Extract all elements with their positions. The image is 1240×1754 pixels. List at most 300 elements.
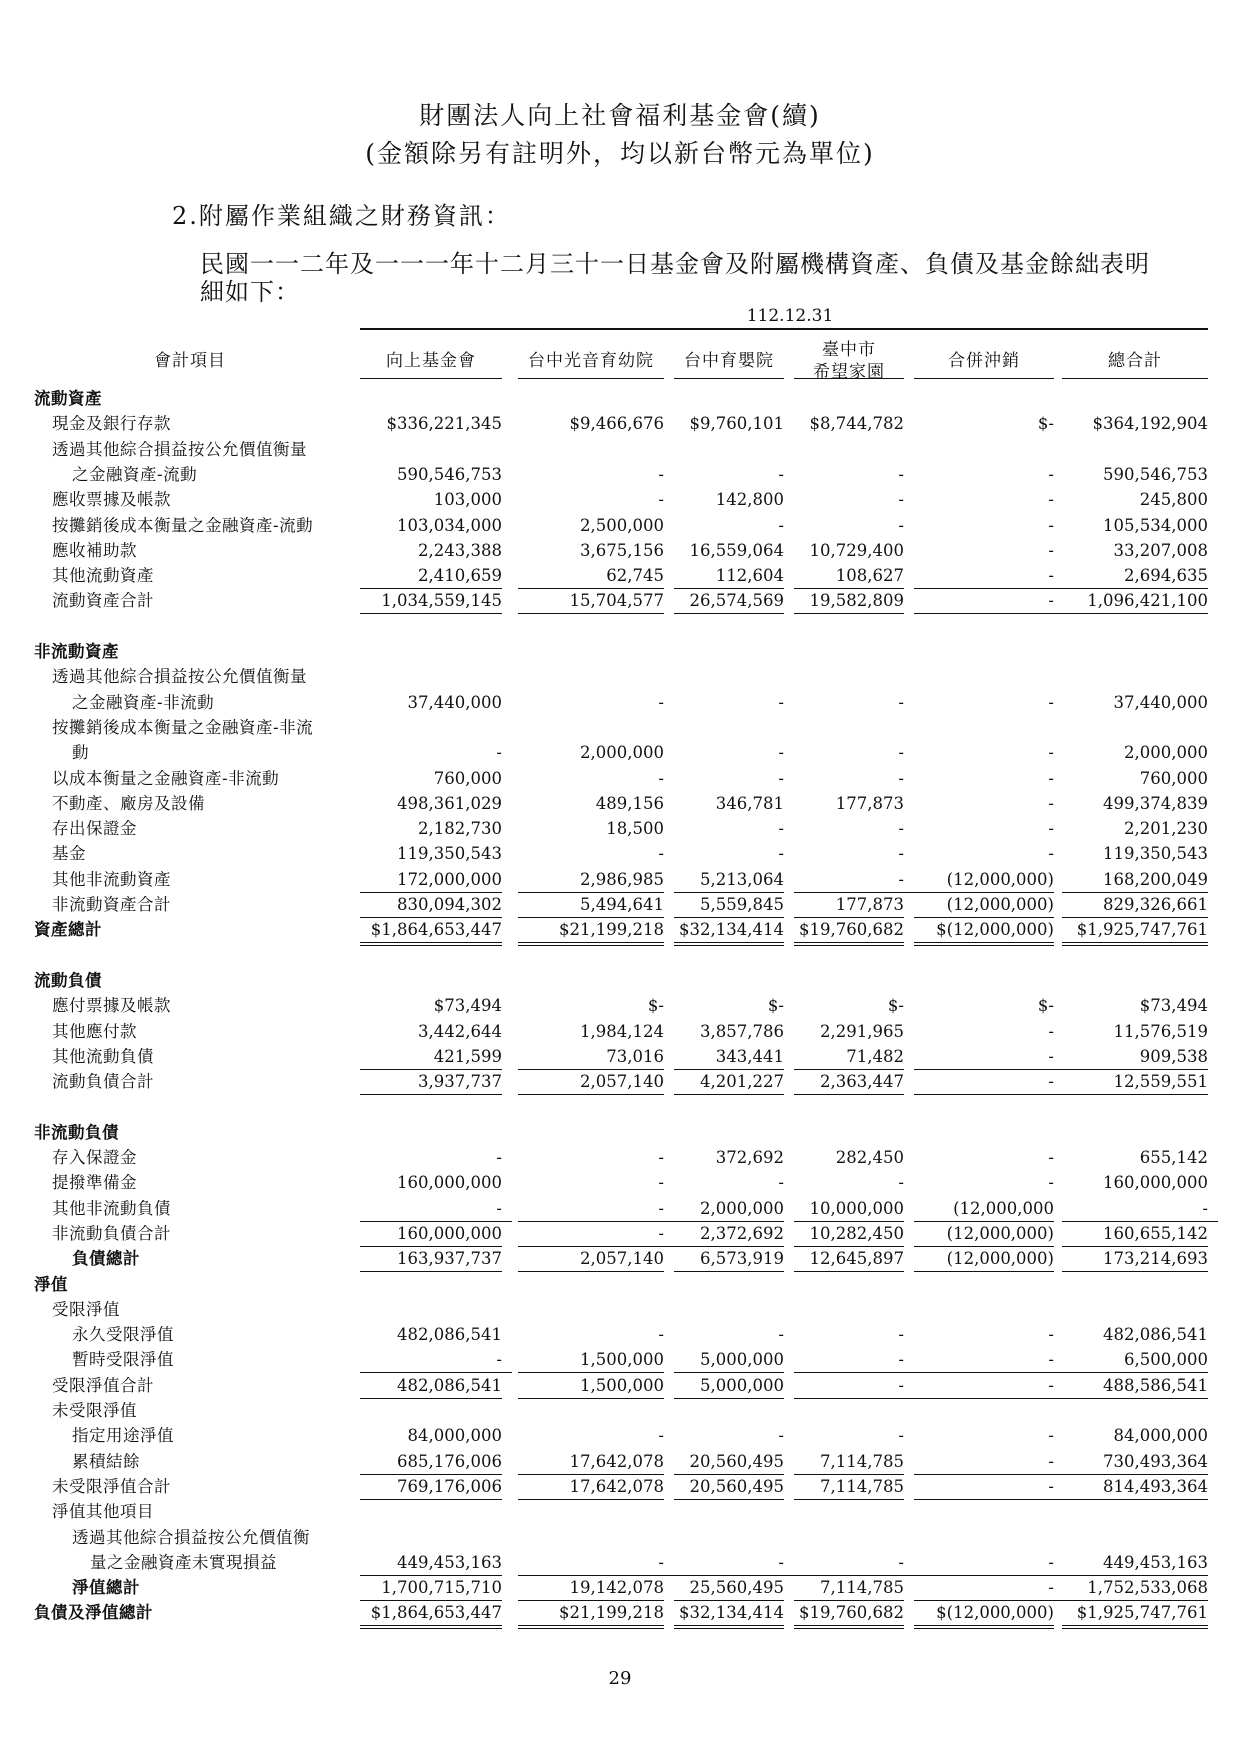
row-label: 受限淨值合計 [52,1375,154,1395]
row-label: 透過其他綜合損益按公允價值衡量 [52,667,307,687]
row-value: - [658,844,664,864]
row-value [1062,1120,1208,1145]
row-value: $- [647,996,664,1016]
row-value: - [518,1196,674,1222]
row-value: - [1048,1021,1054,1041]
row-value [914,386,1054,411]
row-value [914,1272,1054,1297]
row-value [1062,968,1208,993]
row-value: $32,134,414 [674,1600,784,1629]
row-value: $- [767,996,784,1016]
row-value: 7,114,785 [794,1474,904,1500]
row-label: 指定用途淨值 [72,1426,174,1446]
row-value [518,1297,664,1322]
table-row [0,1423,1240,1448]
row-value [794,437,904,462]
row-value: - [794,1347,914,1373]
row-value: 160,000,000 [360,1221,502,1247]
row-value [674,1499,784,1524]
table-row [0,487,1240,512]
row-value [360,386,502,411]
table-description: 民國一一二年及一一一年十二月三十一日基金會及附屬機構資產、負債及基金餘絀表明細如下： [200,250,1150,306]
row-value [518,943,664,968]
row-value: 655,142 [1139,1148,1208,1167]
row-value [674,664,784,689]
row-value: 372,692 [715,1148,784,1167]
row-value: 84,000,000 [1113,1426,1208,1446]
row-value: $21,199,218 [518,1600,664,1629]
row-label: 存入保證金 [52,1148,137,1167]
row-value: 177,873 [794,892,904,918]
row-value: 160,000,000 [1103,1173,1208,1193]
row-value: - [778,1173,784,1193]
row-value: - [658,1426,664,1446]
row-value: 73,016 [518,1044,664,1070]
row-label: 應收補助款 [52,540,137,560]
row-value: 3,857,786 [700,1021,784,1041]
row-label: 暫時受限淨值 [72,1350,174,1370]
row-value: 5,213,064 [674,867,784,893]
row-value: 2,057,140 [518,1069,664,1095]
row-value: 2,500,000 [580,515,664,535]
row-value: 7,114,785 [794,1575,904,1601]
row-value: 103,000 [433,490,502,510]
row-value: 829,326,661 [1062,892,1208,918]
row-value: 5,559,845 [674,892,784,918]
row-label: 提撥準備金 [52,1173,137,1193]
row-value [1062,664,1208,689]
row-value: $9,466,676 [569,414,664,434]
row-value: - [914,1449,1064,1475]
row-label: 非流動負債 [34,1122,119,1142]
row-value: (12,000,000 [914,1196,1054,1222]
row-value: 16,559,064 [689,540,784,560]
row-label: 現金及銀行存款 [52,414,171,434]
row-label: 資產總計 [34,920,102,940]
row-value: - [360,1196,512,1222]
table-row [0,1449,1240,1474]
row-value: - [898,1426,904,1446]
row-label: 負債總計 [72,1249,140,1269]
row-value [360,639,502,664]
row-value: 17,642,078 [518,1449,664,1475]
row-value: $9,760,101 [689,414,784,434]
row-value: - [778,692,784,712]
row-value [674,715,784,740]
table-row [0,664,1240,689]
row-label: 受限淨值 [52,1299,120,1319]
col-header-guangyin: 台中光音育幼院 [528,351,654,371]
row-value [794,386,904,411]
row-value: - [914,563,1064,589]
table-row [0,1347,1240,1372]
row-value: 12,559,551 [1062,1069,1208,1095]
row-value: 103,034,000 [397,515,502,535]
row-value: 449,453,163 [360,1550,502,1576]
row-value [674,1297,784,1322]
row-value: 421,599 [360,1044,502,1070]
row-value: - [658,692,664,712]
row-value: 282,450 [835,1148,904,1167]
row-value [794,1525,904,1550]
row-value: 11,576,519 [1113,1021,1208,1041]
row-value: - [914,1373,1064,1399]
row-value: - [898,844,904,864]
row-value [360,1499,502,1524]
row-value [1062,943,1208,968]
row-value: 830,094,302 [360,892,502,918]
row-label: 流動負債合計 [52,1072,154,1092]
row-value: 482,086,541 [1103,1325,1208,1345]
row-value [794,1499,904,1524]
table-row [0,943,1240,968]
row-value: $32,134,414 [674,917,784,946]
row-label: 其他流動資產 [52,566,154,586]
row-label: 非流動資產合計 [52,895,171,914]
row-value [1062,1525,1208,1550]
row-value: - [1048,692,1054,712]
row-value: 112,604 [674,563,784,589]
row-value: - [914,588,1064,614]
row-value: - [898,768,904,788]
row-value: 160,655,142 [1062,1221,1208,1247]
row-value: $1,864,653,447 [360,917,502,946]
row-value [674,437,784,462]
row-value: 2,182,730 [418,819,502,839]
row-value: - [898,464,904,484]
row-value: - [496,1148,502,1167]
row-value [914,614,1054,639]
row-label: 之金融資產-非流動 [72,692,215,712]
row-value: 343,441 [674,1044,784,1070]
row-value [794,715,904,740]
row-value: - [898,692,904,712]
row-value: - [914,1474,1064,1500]
row-value: - [778,844,784,864]
row-value: 760,000 [433,768,502,788]
row-label: 不動產、廠房及設備 [52,793,205,813]
row-value [518,1525,664,1550]
col-header-hope-home-line2: 希望家園 [813,362,885,382]
row-value: - [674,1550,794,1576]
row-value: 10,000,000 [794,1196,904,1222]
row-value: 20,560,495 [674,1449,784,1475]
date-rule [360,328,1208,330]
row-value: - [778,464,784,484]
row-value [1062,639,1208,664]
row-value: 2,986,985 [518,867,664,893]
row-value: - [1048,819,1054,839]
row-value: 160,000,000 [397,1173,502,1193]
row-label: 以成本衡量之金融資產-非流動 [52,768,280,788]
table-row [0,1600,1240,1625]
table-row [0,816,1240,841]
row-label: 淨值其他項目 [52,1502,154,1522]
row-value: 1,034,559,145 [360,588,502,614]
row-value: 84,000,000 [407,1426,502,1446]
row-label: 量之金融資產未實現損益 [90,1552,277,1572]
row-value: 18,500 [606,819,664,839]
row-value: 5,000,000 [674,1373,784,1399]
row-value [1062,1094,1208,1119]
document-subtitle: (金額除另有註明外，均以新台幣元為單位) [365,139,875,168]
row-value: - [1048,515,1054,535]
table-row [0,1575,1240,1600]
row-value: 119,350,543 [1103,844,1208,864]
table-row [0,1373,1240,1398]
row-label: 非流動負債合計 [52,1223,171,1243]
row-value: - [794,867,914,893]
row-value: - [898,515,904,535]
row-value: 1,752,533,068 [1062,1575,1208,1601]
row-value: 10,282,450 [794,1221,904,1247]
row-value: 590,546,753 [1103,464,1208,484]
row-label: 其他應付款 [52,1021,137,1041]
table-row [0,1221,1240,1246]
row-value: $73,494 [1139,996,1208,1016]
row-value [794,943,904,968]
row-value: - [1048,793,1054,813]
row-value: 20,560,495 [674,1474,784,1500]
row-value [794,664,904,689]
row-value: $8,744,782 [809,414,904,434]
table-row [0,386,1240,411]
row-value: 760,000 [1139,768,1208,788]
table-row [0,639,1240,664]
row-value: 105,534,000 [1103,515,1208,535]
row-value: 4,201,227 [674,1069,784,1095]
row-label: 按攤銷後成本衡量之金融資產-流動 [52,515,314,535]
col-header-hope-home-line1: 臺中市 [822,340,876,360]
row-value: - [658,1148,664,1167]
row-value [518,664,664,689]
row-value: 2,000,000 [674,1196,784,1222]
row-value [360,1525,502,1550]
row-value: 2,057,140 [518,1246,664,1272]
table-row [0,1069,1240,1094]
row-label: 透過其他綜合損益按公允價值衡量 [52,439,307,459]
row-value: 769,176,006 [360,1474,502,1500]
row-value: - [914,1069,1064,1095]
row-label: 流動資產 [34,389,102,408]
row-value [1062,1297,1208,1322]
row-value [360,968,502,993]
table-row [0,462,1240,487]
row-value [674,1398,784,1423]
row-value [674,386,784,411]
table-row [0,892,1240,917]
row-value: 730,493,364 [1062,1449,1208,1475]
row-value: 2,363,447 [794,1069,904,1095]
row-value [794,1120,904,1145]
row-value [360,1297,502,1322]
row-value: 482,086,541 [397,1325,502,1345]
row-value: $1,925,747,761 [1062,917,1208,946]
row-value: $21,199,218 [518,917,664,946]
row-value: 2,410,659 [360,563,502,589]
row-value: 2,243,388 [418,540,502,560]
row-value: - [778,819,784,839]
row-value: - [658,1173,664,1193]
row-label: 存出保證金 [52,819,137,839]
row-value [674,614,784,639]
row-value [914,943,1054,968]
table-row [0,1120,1240,1145]
row-label: 其他非流動資產 [52,869,171,889]
row-value [518,639,664,664]
row-value: - [658,768,664,788]
row-value [1062,437,1208,462]
row-value [360,1120,502,1145]
row-value: - [778,1325,784,1345]
row-value: 449,453,163 [1062,1550,1208,1576]
row-value [674,1094,784,1119]
row-value [1062,1272,1208,1297]
table-row [0,1145,1240,1170]
row-value [360,1398,502,1423]
row-value: - [778,768,784,788]
row-value: 3,675,156 [580,540,664,560]
row-label: 流動負債 [34,970,102,990]
row-value: - [518,1221,674,1247]
row-value: 5,494,641 [518,892,664,918]
col-header-yuying: 台中育嬰院 [684,351,774,371]
row-value: - [360,1347,512,1373]
row-value: (12,000,000) [914,1246,1054,1272]
row-value [674,943,784,968]
row-value: $1,864,653,447 [360,1600,502,1629]
row-value: - [914,1550,1064,1576]
row-value: 10,729,400 [809,540,904,560]
row-value: - [778,515,784,535]
row-label: 流動資產合計 [52,591,154,611]
row-label: 之金融資產-流動 [72,464,198,484]
row-value: 26,574,569 [674,588,784,614]
document-title: 財團法人向上社會福利基金會(續) [419,101,821,130]
row-value: 168,200,049 [1062,867,1208,893]
table-row [0,513,1240,538]
table-row [0,1272,1240,1297]
row-value [674,1272,784,1297]
row-value: 499,374,839 [1103,793,1208,813]
row-value: - [898,1325,904,1345]
row-value [674,1120,784,1145]
row-value [914,1398,1054,1423]
row-value: 3,937,737 [360,1069,502,1095]
row-value [518,1272,664,1297]
row-value: - [1048,1173,1054,1193]
table-row [0,1019,1240,1044]
row-value: - [518,1550,674,1576]
row-value: $(12,000,000) [914,917,1054,946]
row-value: - [658,490,664,510]
row-label: 淨值總計 [72,1578,140,1598]
table-row [0,867,1240,892]
row-value: 71,482 [794,1044,904,1070]
col-header-total: 總合計 [1108,351,1162,371]
row-value: - [914,1347,1064,1373]
row-label: 未受限淨值合計 [52,1476,171,1496]
row-value: - [794,1373,914,1399]
table-row [0,411,1240,436]
table-row [0,1474,1240,1499]
row-value: - [658,464,664,484]
row-value: 1,984,124 [580,1021,664,1041]
row-value: 909,538 [1062,1044,1208,1070]
table-row [0,791,1240,816]
row-value: 2,372,692 [674,1221,784,1247]
row-value: 172,000,000 [360,867,502,893]
row-value: $(12,000,000) [914,1600,1054,1629]
row-value: 2,291,965 [820,1021,904,1041]
row-value [360,715,502,740]
row-value: $336,221,345 [386,414,502,434]
table-row [0,968,1240,993]
row-value [518,1398,664,1423]
row-value: 119,350,543 [397,844,502,864]
row-value: 2,000,000 [1124,743,1208,763]
row-value [360,614,502,639]
row-value: 245,800 [1139,490,1208,510]
row-label: 累積結餘 [72,1451,140,1471]
row-value: 7,114,785 [794,1449,904,1475]
row-value [794,1272,904,1297]
row-value: (12,000,000) [914,892,1054,918]
table-row [0,1094,1240,1119]
table-row [0,1246,1240,1271]
table-row [0,614,1240,639]
row-value: - [898,819,904,839]
row-value: - [1048,743,1054,763]
row-value: - [658,1325,664,1345]
row-value: - [898,490,904,510]
row-label: 按攤銷後成本衡量之金融資產-非流 [52,717,314,737]
row-value [518,437,664,462]
row-value [794,1398,904,1423]
row-label: 透過其他綜合損益按公允價值衡 [72,1527,310,1547]
row-value: 37,440,000 [407,692,502,712]
table-row [0,1398,1240,1423]
row-value: 62,745 [518,563,664,589]
row-value: 163,937,737 [360,1246,502,1272]
row-value [794,1297,904,1322]
row-value [1062,1499,1208,1524]
row-value: 1,096,421,100 [1062,588,1208,614]
table-row [0,993,1240,1018]
row-value: 12,645,897 [794,1246,904,1272]
row-value: - [1048,844,1054,864]
row-value: 489,156 [595,793,664,813]
row-value [914,1094,1054,1119]
row-value [914,639,1054,664]
table-row [0,437,1240,462]
row-value: 488,586,541 [1062,1373,1208,1399]
row-value [914,1297,1054,1322]
row-value [518,968,664,993]
table-row [0,588,1240,613]
row-label: 其他非流動負債 [52,1198,171,1218]
row-value [914,968,1054,993]
row-value: 498,361,029 [397,793,502,813]
row-value [518,614,664,639]
row-value: 685,176,006 [360,1449,502,1475]
row-label: 基金 [52,844,86,864]
row-value [794,968,904,993]
row-value: 482,086,541 [360,1373,502,1399]
table-row [0,563,1240,588]
table-row [0,841,1240,866]
row-value: $1,925,747,761 [1062,1600,1208,1629]
